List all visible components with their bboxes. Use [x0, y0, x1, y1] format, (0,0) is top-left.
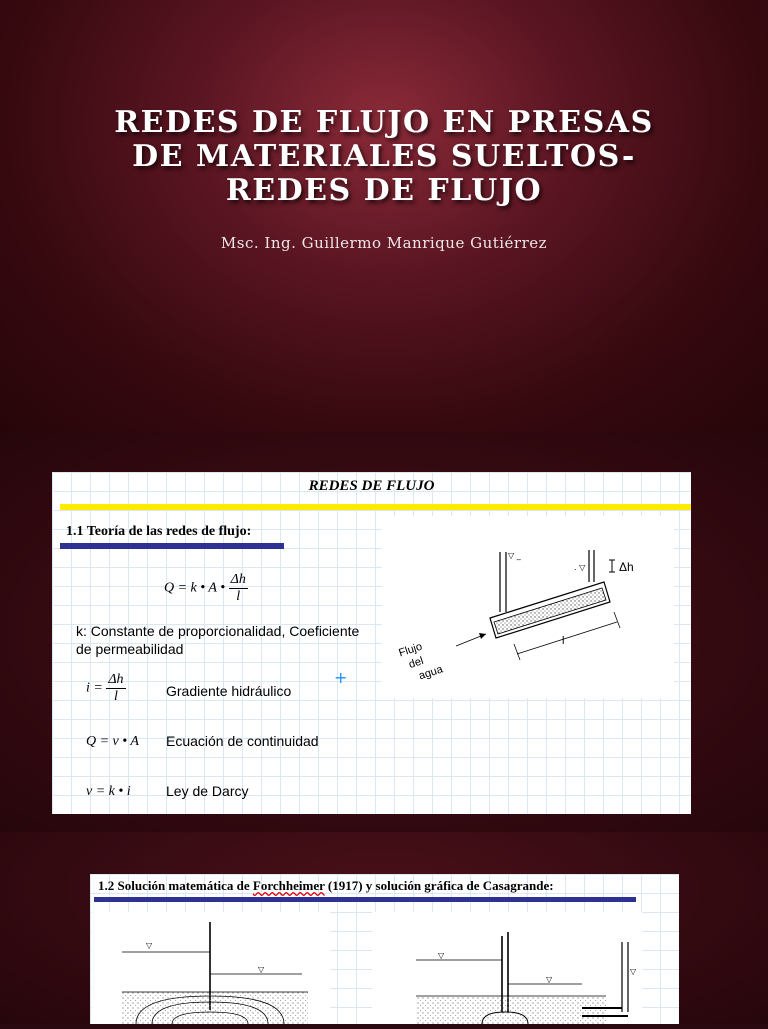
dh-label: Δh — [619, 560, 634, 574]
flow-label: Flujo del agua — [397, 640, 445, 683]
section-title-2 — [98, 878, 554, 894]
downstream-level-icon: ▽ — [258, 965, 265, 974]
section-underline — [60, 543, 284, 549]
section-name: Forchheimer — [252, 878, 325, 893]
darcy-label: Ley de Darcy — [166, 783, 249, 799]
length-label: l — [562, 635, 565, 647]
k-description-line-2: de permeabilidad — [76, 641, 184, 657]
downstream-level-icon-2: ▽ — [546, 975, 553, 984]
continuity-label: Ecuación de continuidad — [166, 733, 319, 749]
i-formula-fraction — [106, 672, 125, 705]
i-formula-denominator: l — [114, 689, 118, 704]
permeameter-diagram — [382, 516, 674, 698]
solution-panel — [90, 874, 679, 1024]
upstream-level-icon: ▽ — [146, 941, 153, 950]
title-line-2: DE MATERIALES SUELTOS- — [132, 139, 636, 174]
casagrande-svg — [372, 912, 642, 1024]
section-prefix: 1.2 Solución matemática de — [98, 878, 253, 893]
slide-subtitle: Msc. Ing. Guillermo Manrique Gutiérrez — [220, 234, 548, 252]
panel-header: REDES DE FLUJO — [308, 478, 435, 494]
cursor-plus-mark: + — [334, 668, 348, 687]
forchheimer-diagram — [92, 912, 330, 1024]
q-formula-numerator: Δh — [230, 572, 246, 587]
forchheimer-svg — [92, 912, 330, 1024]
slide-title — [60, 106, 708, 208]
flow-rate-formula — [164, 572, 248, 605]
i-formula-lhs: i = — [86, 680, 103, 696]
title-slide — [0, 0, 768, 432]
flow-theory-panel — [52, 472, 691, 814]
gradient-formula — [86, 672, 126, 705]
piezometer-level-icon: ▽ — [630, 967, 637, 976]
title-line-3: REDES DE FLUJO — [225, 173, 543, 208]
title-line-1: REDES DE FLUJO EN PRESAS — [114, 105, 654, 140]
header-underline — [60, 504, 691, 510]
section-underline-2 — [94, 897, 636, 902]
k-description-line-1: k: Constante de proporcionalidad, Coeficiente — [76, 623, 360, 639]
continuity-formula: Q = v • A — [86, 734, 139, 749]
i-formula-numerator: Δh — [108, 672, 124, 687]
section-suffix: (1917) y solución gráfica de Casagrande: — [324, 878, 554, 893]
q-formula-fraction — [229, 572, 248, 605]
q-formula-lhs: Q = k • A • — [164, 580, 226, 596]
right-water-level-icon: . ▽ — [574, 563, 586, 572]
casagrande-diagram — [372, 912, 642, 1024]
section-title: 1.1 Teoría de las redes de flujo: — [66, 524, 252, 539]
q-formula-denominator: l — [236, 589, 241, 604]
permeameter-svg — [382, 516, 674, 698]
gradient-label: Gradiente hidráulico — [166, 683, 292, 699]
darcy-formula: v = k • i — [86, 784, 131, 799]
upstream-level-icon-2: ▽ — [438, 951, 445, 960]
left-water-level-icon: ▽ _ — [508, 551, 521, 560]
